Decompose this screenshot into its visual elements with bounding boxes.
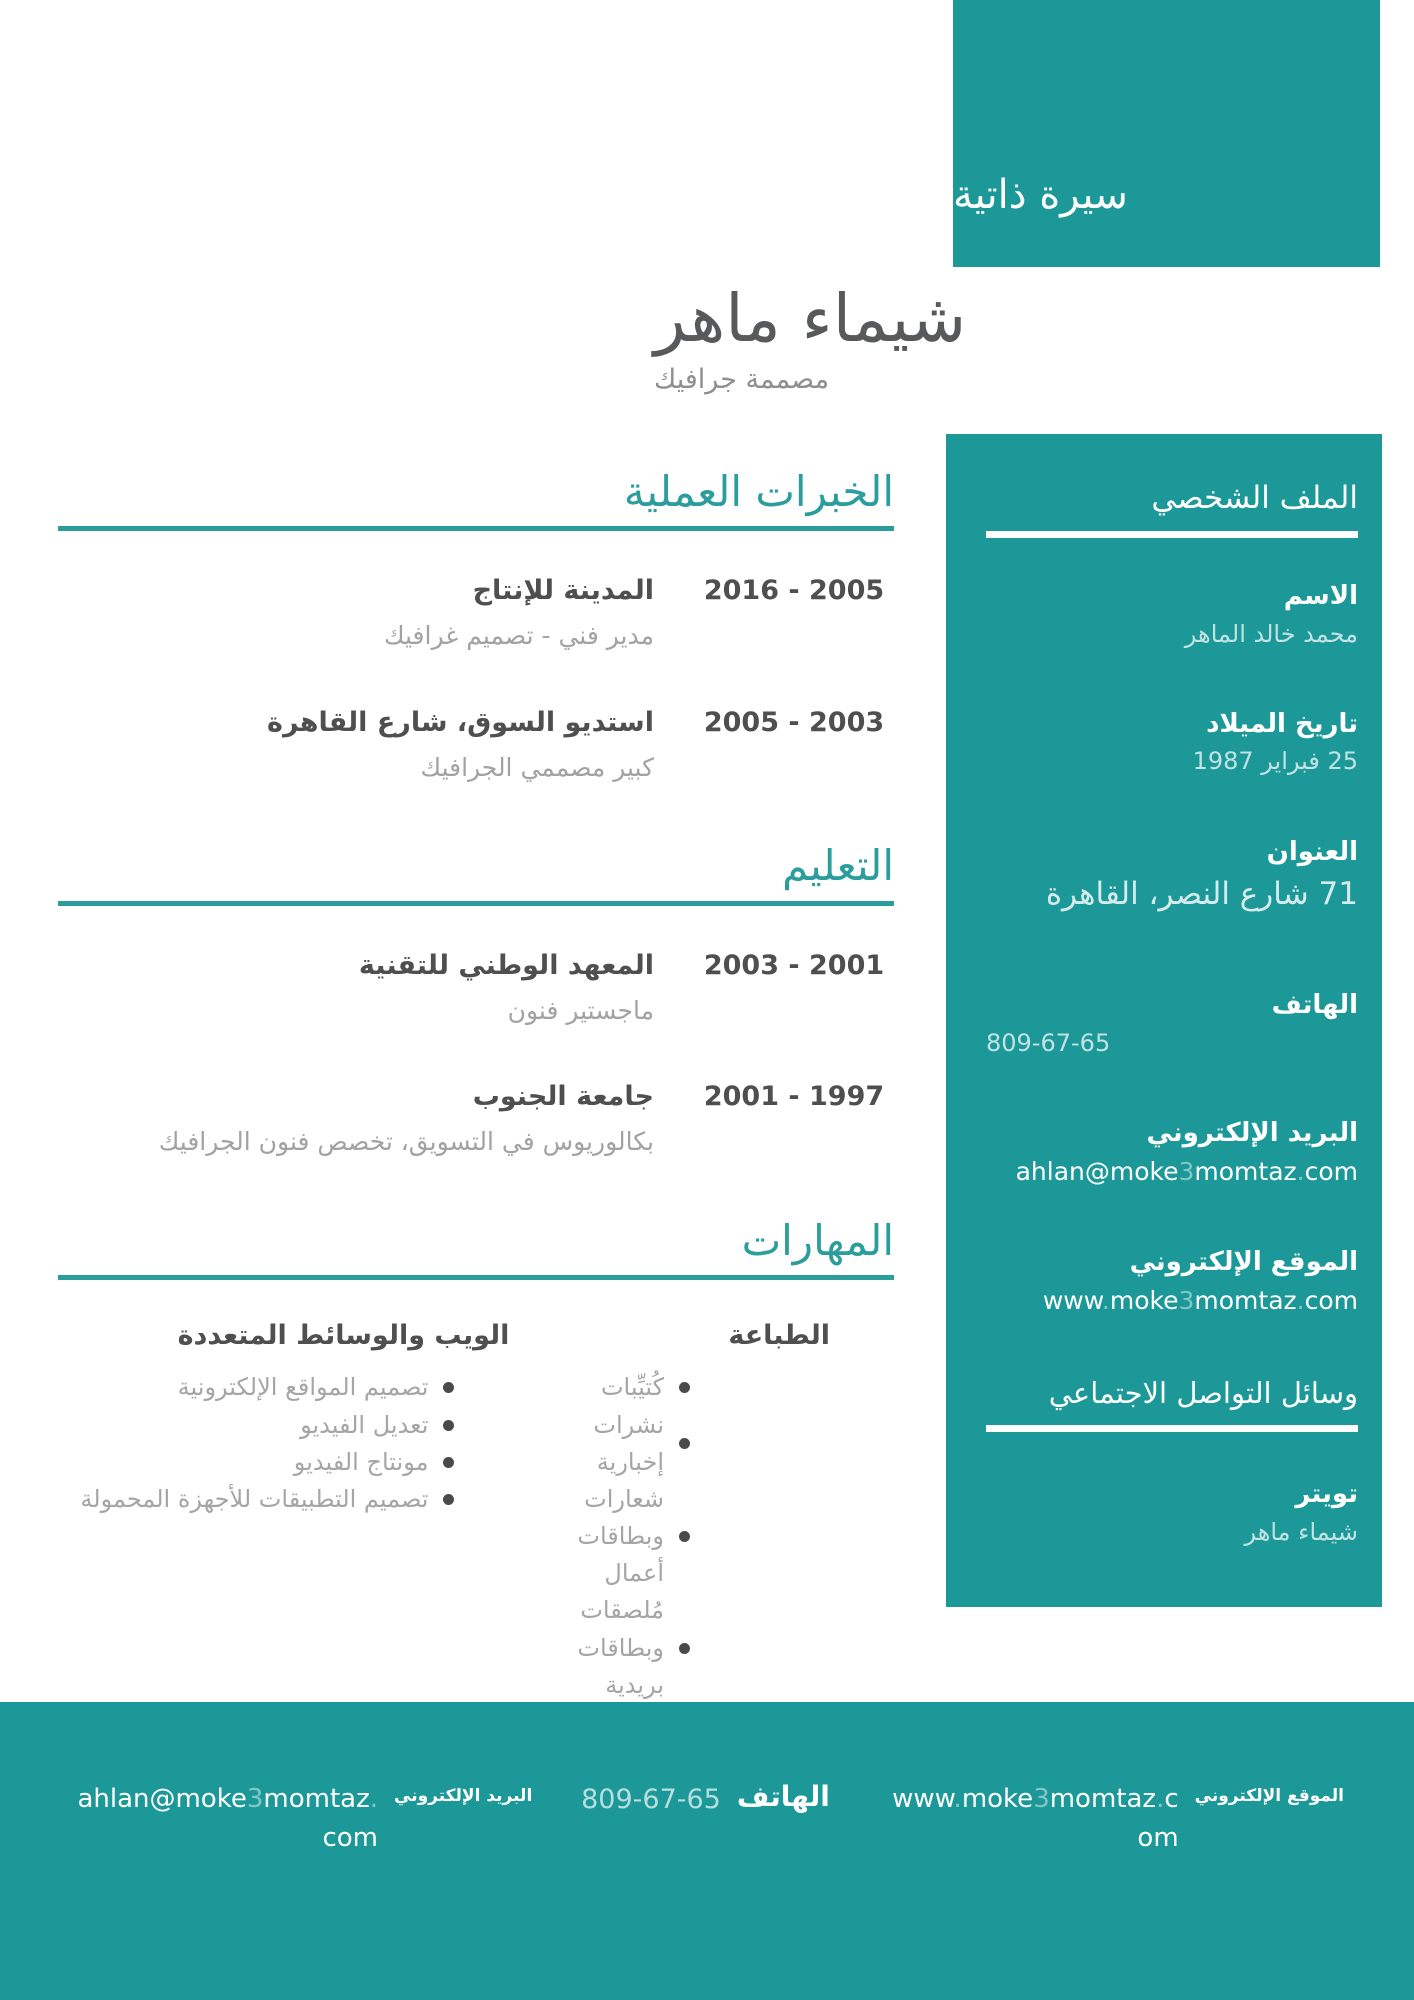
profile-fields [986, 580, 1358, 1317]
field-value: 809-67-65 [986, 1028, 1111, 1057]
skill-item-label: مونتاج الفيديو [293, 1447, 429, 1476]
field-value: www.moke3momtaz.com [1042, 1285, 1358, 1315]
entry-title: استديو السوق، شارع القاهرة [267, 706, 654, 738]
bullet-icon [443, 1382, 454, 1393]
section-experience [58, 468, 894, 784]
education-entries [58, 948, 894, 1159]
field-label: الموقع الإلكتروني [1129, 1247, 1358, 1278]
entry-dates: 2016 - 2005 [703, 575, 885, 607]
footer-website-value: www.moke3momtaz.com [892, 1784, 1179, 1853]
field-twitter [986, 1478, 1358, 1548]
document-type-label: سيرة ذاتية [953, 172, 1128, 218]
field-phone [986, 989, 1358, 1059]
footer-email-label: البريد الإلكتروني [394, 1786, 533, 1806]
field-label: تويتر [1295, 1479, 1358, 1510]
footer-website-label: الموقع الإلكتروني [1194, 1786, 1344, 1806]
section-heading: التعليم [782, 841, 894, 891]
section-rule [58, 526, 894, 531]
document-type-banner [953, 0, 1380, 267]
field-label: البريد الإلكتروني [1146, 1118, 1358, 1149]
header-name-block [654, 276, 1354, 395]
footer-website-group [879, 1780, 1344, 1858]
footer-phone-group [581, 1780, 830, 1821]
section-heading: المهارات [741, 1215, 894, 1265]
field-label: العنوان [1266, 836, 1358, 867]
skill-item-label: تصميم التطبيقات للأجهزة المحمولة [80, 1484, 429, 1513]
field-value: محمد خالد الماهر [1184, 619, 1358, 648]
social-heading: وسائل التواصل الاجتماعي [1048, 1376, 1358, 1411]
field-name [986, 580, 1358, 650]
section-heading: الخبرات العملية [623, 467, 894, 516]
footer-phone-value: 809-67-65 [581, 1784, 721, 1815]
bullet-icon [679, 1382, 690, 1393]
skill-item-label: تعديل الفيديو [300, 1410, 429, 1439]
bullet-icon [679, 1643, 690, 1654]
entry-body [58, 573, 694, 653]
profile-sidebar [946, 434, 1382, 1607]
field-label: تاريخ الميلاد [1206, 708, 1358, 739]
footer-email-group [70, 1780, 532, 1858]
entry-title: جامعة الجنوب [472, 1081, 654, 1113]
field-label: الاسم [1283, 581, 1358, 612]
entry-title: المدينة للإنتاج [472, 575, 654, 607]
skill-item [529, 1407, 690, 1481]
skill-item [58, 1481, 454, 1518]
field-birthdate [986, 708, 1358, 778]
profile-heading-rule [986, 531, 1358, 538]
entry-description: كبير مصممي الجرافيك [420, 752, 654, 782]
bullet-icon [443, 1457, 454, 1468]
social-heading-rule [986, 1425, 1358, 1432]
entry-dates: 2005 - 2003 [703, 706, 885, 738]
entry-dates: 2001 - 1997 [703, 1081, 885, 1113]
skill-item [529, 1592, 690, 1704]
section-education [58, 842, 894, 1158]
footer-email-value: ahlan@moke3momtaz.com [77, 1784, 378, 1853]
skill-item-label: كُتيِّبات [600, 1373, 664, 1402]
field-address [986, 836, 1358, 915]
profile-heading: الملف الشخصي [1151, 480, 1358, 516]
entry-body [58, 948, 694, 1028]
bullet-icon [443, 1494, 454, 1505]
bullet-icon [679, 1531, 690, 1542]
field-website [986, 1246, 1358, 1317]
main-content [58, 440, 894, 1741]
field-value: شيماء ماهر [1244, 1517, 1358, 1546]
entry-description: بكالوريوس في التسويق، تخصص فنون الجرافيك [158, 1127, 654, 1157]
entry-description: ماجستير فنون [507, 995, 654, 1025]
education-entry [58, 1079, 894, 1159]
skill-item [58, 1407, 454, 1444]
skill-item-label: مُلصقات وبطاقات بريدية [577, 1596, 664, 1699]
section-rule [58, 1275, 894, 1280]
skill-item [529, 1369, 690, 1406]
footer-phone-label: الهاتف [736, 1780, 830, 1813]
entry-body [58, 1079, 694, 1159]
skills-group-web [58, 1318, 509, 1741]
entry-title: المعهد الوطني للتقنية [358, 949, 654, 981]
experience-entry [58, 705, 894, 785]
skills-list [58, 1369, 454, 1518]
skills-columns [58, 1318, 894, 1741]
bullet-icon [679, 1438, 690, 1449]
person-name: شيماء ماهر [654, 280, 967, 357]
experience-entries [58, 573, 894, 784]
skills-group-print [509, 1318, 894, 1741]
person-job-title: مصممة جرافيك [654, 363, 830, 395]
skills-group-title: الطباعة [728, 1320, 830, 1352]
contact-footer [0, 1702, 1414, 2000]
skills-list [529, 1369, 690, 1741]
field-value: 71 شارع النصر، القاهرة [1045, 876, 1358, 913]
entry-dates: 2003 - 2001 [703, 949, 885, 981]
field-email [986, 1117, 1358, 1188]
field-value: 25 فبراير 1987 [1192, 747, 1358, 776]
section-skills [58, 1217, 894, 1741]
education-entry [58, 948, 894, 1028]
skill-item [58, 1444, 454, 1481]
skill-item-label: نشرات إخبارية [593, 1410, 664, 1476]
skills-group-title: الويب والوسائط المتعددة [177, 1320, 510, 1352]
entry-body [58, 705, 694, 785]
skill-item [58, 1369, 454, 1406]
skill-item-label: تصميم المواقع الإلكترونية [177, 1373, 429, 1402]
section-rule [58, 901, 894, 906]
skill-item-label: شعارات وبطاقات أعمال [577, 1484, 664, 1588]
skill-item [529, 1481, 690, 1593]
field-value: ahlan@moke3momtaz.com [1015, 1156, 1358, 1186]
field-label: الهاتف [1271, 990, 1358, 1021]
entry-description: مدير فني - تصميم غرافيك [383, 621, 654, 651]
experience-entry [58, 573, 894, 653]
bullet-icon [443, 1420, 454, 1431]
